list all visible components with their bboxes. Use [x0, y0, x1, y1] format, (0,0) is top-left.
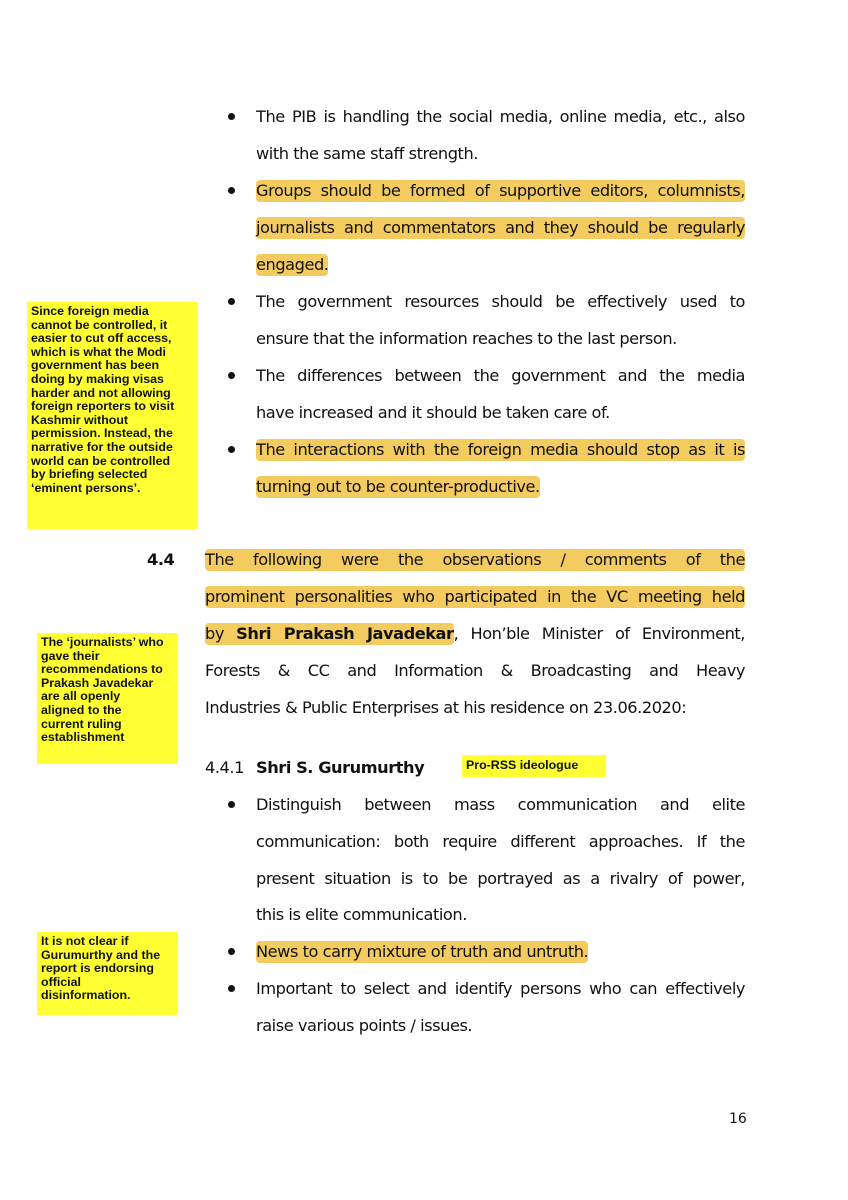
annotation-line: The ‘journalists’ who: [41, 635, 164, 649]
annotation-line: current ruling: [41, 716, 122, 731]
paragraph-line: Industries & Public Enterprises at his residence on 23.06.2020:: [205, 698, 687, 717]
list-item-line: present situation is to be portrayed as a rivalry of power,: [256, 869, 745, 888]
list-item-line: The government resources should be effectively used to: [256, 292, 745, 311]
annotation-line: establishment: [41, 730, 125, 745]
list-item-line-highlighted: [256, 438, 745, 462]
highlighted-text: [205, 623, 454, 645]
highlighted-text: News to carry mixture of truth and untruth.: [256, 942, 589, 961]
annotation-line: easier to cut off access,: [31, 331, 172, 346]
annotation-line: government has been: [31, 358, 160, 373]
section-number: 4.4: [147, 550, 175, 569]
list-item-line-highlighted: [256, 475, 540, 499]
list-item-line: The differences between the government and the media: [256, 366, 745, 385]
list-item-line: raise various points / issues.: [256, 1016, 473, 1035]
annotation-gurumurthy: [37, 932, 178, 1015]
annotation-line: harder and not allowing: [31, 385, 171, 400]
annotation-line: aligned to the: [41, 702, 122, 717]
annotation-line: Pro-RSS ideologue: [466, 758, 579, 772]
annotation-line: narrative for the outside: [31, 439, 173, 454]
paragraph-line: [205, 622, 745, 646]
list-item-line-highlighted: [256, 940, 588, 964]
bullet-icon: [228, 113, 235, 120]
subsection-number: 4.4.1: [205, 758, 244, 777]
bullet-icon: [228, 801, 235, 808]
annotation-line: are all openly: [41, 689, 121, 704]
annotation-ideologue-tag: [462, 755, 606, 777]
list-item-line-highlighted: [256, 216, 745, 240]
list-item-line: Important to select and identify persons who can effectively: [256, 979, 745, 998]
annotation-line: disinformation.: [41, 988, 131, 1003]
annotation-foreign-media: [27, 302, 198, 529]
annotation-journalists: [37, 633, 178, 764]
annotation-line: official: [41, 974, 81, 989]
annotation-line: world can be controlled: [31, 453, 171, 468]
bullet-icon: [228, 372, 235, 379]
list-item-line: have increased and it should be taken care of.: [256, 403, 610, 422]
highlighted-text: The interactions with the foreign media should stop as it is: [256, 440, 745, 459]
annotation-line: Kashmir without: [31, 412, 129, 427]
bullet-icon: [228, 948, 235, 955]
list-item-line: with the same staff strength.: [256, 144, 478, 163]
annotation-line: Gurumurthy and the: [41, 947, 161, 962]
annotation-line: foreign reporters to visit: [31, 399, 175, 414]
highlighted-text: engaged.: [256, 255, 329, 274]
list-item-line-highlighted: [256, 253, 328, 277]
text-fragment: , Hon’ble Minister of Environment,: [453, 624, 745, 643]
list-item-line: communication: both require different approaches. If the: [256, 832, 745, 851]
paragraph-line-highlighted: [205, 585, 745, 609]
annotation-line: gave their: [41, 648, 100, 663]
paragraph-line-highlighted: [205, 548, 745, 572]
bullet-icon: [228, 985, 235, 992]
bullet-icon: [228, 298, 235, 305]
annotation-line: which is what the Modi: [31, 344, 166, 359]
annotation-line: ‘eminent persons’.: [31, 480, 141, 495]
annotation-line: report is endorsing: [41, 961, 154, 976]
highlighted-text: turning out to be counter-productive.: [256, 477, 540, 496]
page-number: 16: [729, 1111, 747, 1127]
subsection-title: Shri S. Gurumurthy: [256, 758, 425, 777]
annotation-line: cannot be controlled, it: [31, 317, 168, 332]
list-item-line: this is elite communication.: [256, 905, 467, 924]
bullet-icon: [228, 446, 235, 453]
minister-name: Shri Prakash Javadekar: [236, 624, 454, 643]
list-item-line: Distinguish between mass communication and elite: [256, 795, 745, 814]
bullet-icon: [228, 187, 235, 194]
highlighted-text: The following were the observations / comments of the: [205, 550, 745, 569]
list-item-line: The PIB is handling the social media, online media, etc., also: [256, 107, 745, 126]
annotation-line: Since foreign media: [31, 304, 149, 318]
list-item-line-highlighted: [256, 179, 745, 203]
annotation-line: permission. Instead, the: [31, 426, 173, 441]
annotation-line: doing by making visas: [31, 371, 164, 386]
text-fragment: by: [205, 624, 237, 643]
list-item-line: ensure that the information reaches to the last person.: [256, 329, 677, 348]
annotation-line: recommendations to: [41, 662, 163, 677]
annotation-line: by briefing selected: [31, 467, 148, 482]
highlighted-text: Groups should be formed of supportive editors, columnists,: [256, 181, 745, 200]
highlighted-text: prominent personalities who participated in the VC meeting held: [205, 587, 745, 606]
annotation-line: It is not clear if: [41, 934, 129, 948]
annotation-line: Prakash Javadekar: [41, 675, 154, 690]
highlighted-text: journalists and commentators and they should be regularly: [256, 218, 745, 237]
paragraph-line: Forests & CC and Information & Broadcasting and Heavy: [205, 661, 745, 680]
